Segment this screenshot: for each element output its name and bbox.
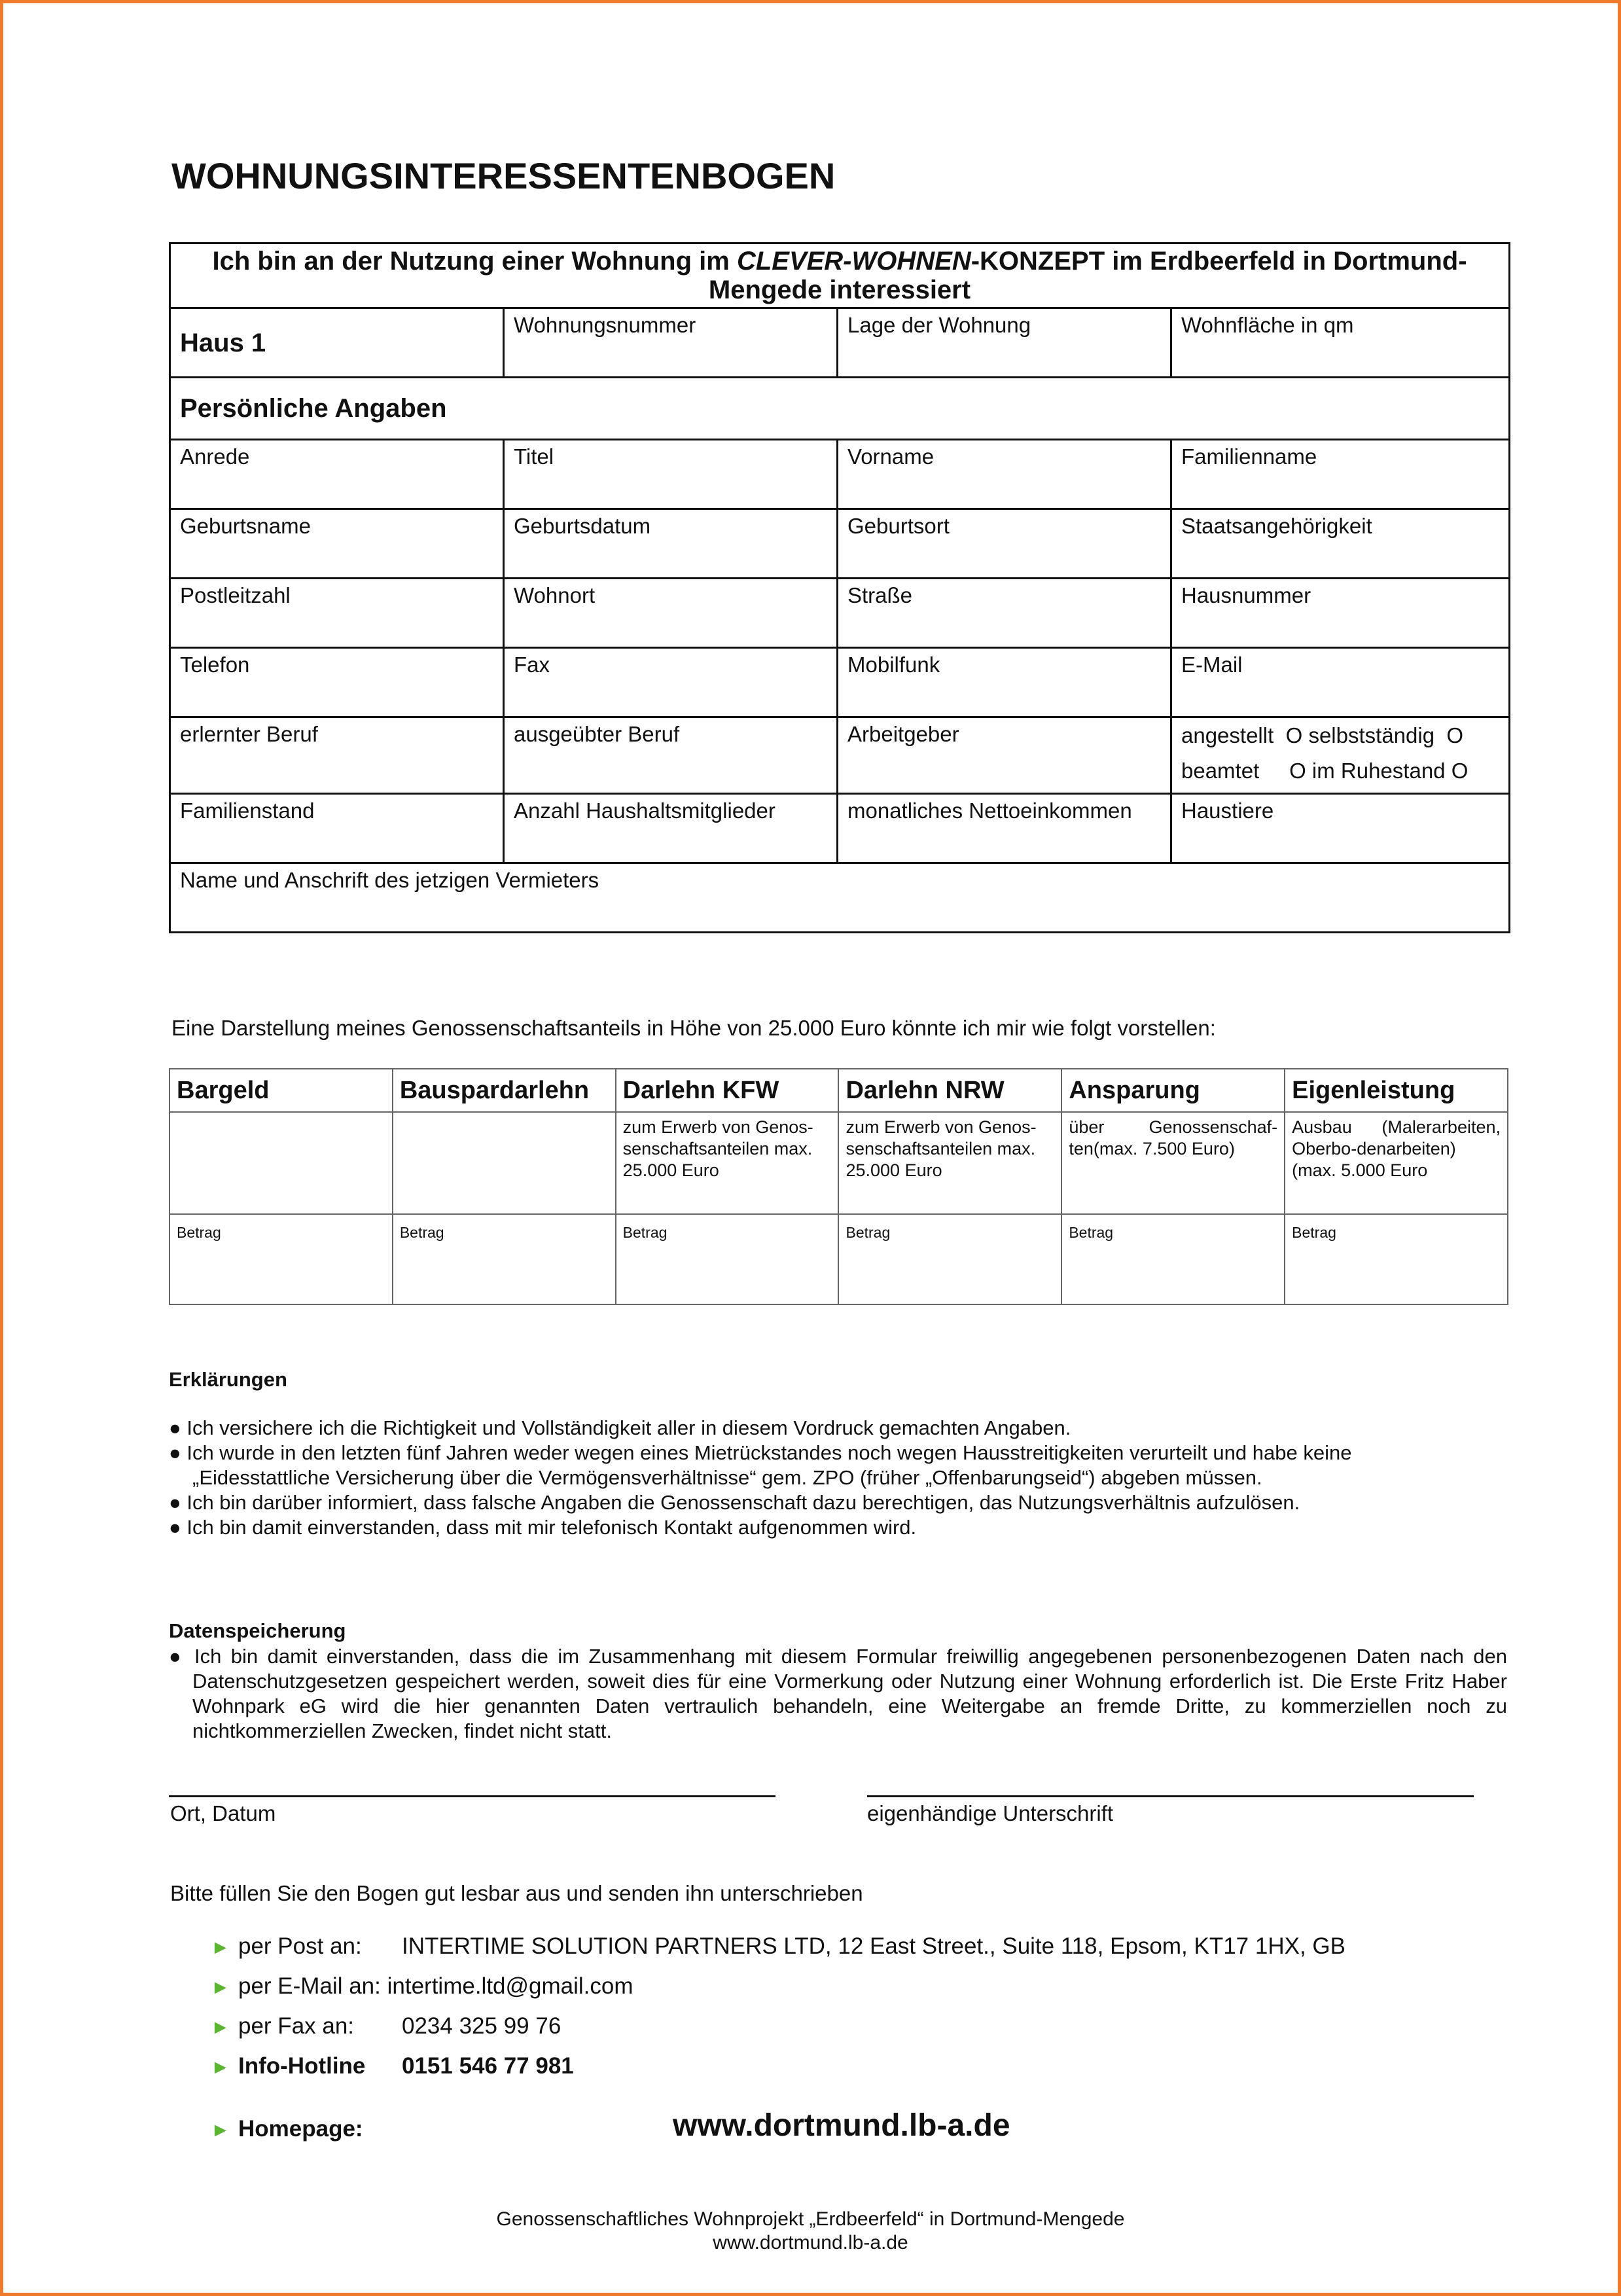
field-house-number[interactable]: Hausnummer	[1171, 579, 1510, 648]
arrow-right-icon: ►	[211, 2119, 230, 2141]
fin-amount-building-loan[interactable]: Betrag	[393, 1214, 616, 1304]
contact-fax	[211, 2013, 561, 2039]
declaration-item: ● Ich bin darüber informiert, dass falsche Angaben die Genossenschaft dazu berechtigen, das Nutzungsverhältnis aufzulösen.	[169, 1491, 1300, 1514]
arrow-right-icon: ►	[211, 2056, 230, 2078]
field-employer[interactable]: Arbeitgeber	[838, 717, 1171, 794]
fin-header-nrw-loan: Darlehn NRW	[838, 1069, 1061, 1112]
field-first-name[interactable]: Vorname	[838, 440, 1171, 509]
field-postal-code[interactable]: Postleitzahl	[170, 579, 504, 648]
declarations-heading: Erklärungen	[169, 1368, 287, 1391]
field-apartment-location[interactable]: Lage der Wohnung	[838, 308, 1171, 378]
contact-post	[211, 1933, 1345, 1960]
contact-fax-value: 0234 325 99 76	[402, 2013, 561, 2039]
footer-project-name: Genossenschaftliches Wohnprojekt „Erdbeerfeld“ in Dortmund-Mengede	[496, 2208, 1125, 2230]
signature-line[interactable]	[867, 1795, 1474, 1797]
declaration-item: ● Ich wurde in den letzten fünf Jahren weder wegen eines Mietrückstandes noch wegen Hausstreitigkeiten verurteilt und habe keine	[169, 1441, 1352, 1464]
contact-hotline-label: Info-Hotline	[238, 2053, 366, 2079]
field-last-name[interactable]: Familienname	[1171, 440, 1510, 509]
contact-email-value[interactable]: intertime.ltd@gmail.com	[387, 1973, 633, 1999]
fin-amount-nrw-loan[interactable]: Betrag	[838, 1214, 1061, 1304]
fin-detail-nrw-loan: zum Erwerb von Genos-senschaftsanteilen max. 25.000 Euro	[838, 1112, 1061, 1214]
contact-homepage-label: Homepage:	[238, 2116, 363, 2142]
data-storage-text: ● Ich bin damit einverstanden, dass die im Zusammenhang mit diesem Formular freiwillig angegebenen personenbezogenen Daten nach den Datenschutzgesetzen gespeichert werden, soweit dies für eine Vormerkung oder Nutzung einer Wohnung erforderlich ist. Die Erste Fritz Haber Wohnpark eG wird die hier genannten Daten vertraulich behandeln, eine Weitergabe an fremde Dritte, zu kommerziellen noch zu nichtkommerziellen Zwecken, findet nicht statt.	[169, 1645, 1507, 1742]
data-storage-section	[169, 1619, 1507, 1744]
declaration-item: ● Ich versichere ich die Richtigkeit und Vollständigkeit aller in diesem Vordruck gemachten Angaben.	[169, 1416, 1071, 1439]
fin-amount-kfw-loan[interactable]: Betrag	[616, 1214, 839, 1304]
fin-header-own-work: Eigenleistung	[1285, 1069, 1508, 1112]
field-birth-place[interactable]: Geburtsort	[838, 509, 1171, 579]
contact-post-label: per Post an:	[238, 1933, 362, 1959]
fin-amount-savings[interactable]: Betrag	[1061, 1214, 1285, 1304]
field-net-income[interactable]: monatliches Nettoeinkommen	[838, 794, 1171, 863]
fin-detail-kfw-loan: zum Erwerb von Genos-senschaftsanteilen max. 25.000 Euro	[616, 1112, 839, 1214]
field-marital-status[interactable]: Familienstand	[170, 794, 504, 863]
fin-detail-own-work: Ausbau (Malerarbeiten, Oberbo-denarbeiten) (max. 5.000 Euro	[1285, 1112, 1508, 1214]
contact-email	[211, 1973, 633, 2000]
field-household-members[interactable]: Anzahl Haushaltsmitglieder	[504, 794, 838, 863]
fin-amount-cash[interactable]: Betrag	[169, 1214, 393, 1304]
form-title: WOHNUNGSINTERESSENTENBOGEN	[171, 155, 836, 196]
field-fax[interactable]: Fax	[504, 648, 838, 717]
contact-homepage	[211, 2116, 363, 2142]
field-salutation[interactable]: Anrede	[170, 440, 504, 509]
fin-header-cash: Bargeld	[169, 1069, 393, 1112]
contact-post-value: INTERTIME SOLUTION PARTNERS LTD, 12 East Street., Suite 118, Epsom, KT17 1HX, GB	[402, 1933, 1345, 1959]
employment-options-line-2[interactable]: beamtet O im Ruhestand O	[1181, 759, 1469, 783]
arrow-right-icon: ►	[211, 1937, 230, 1958]
field-current-landlord[interactable]: Name und Anschrift des jetzigen Vermieters	[170, 863, 1510, 933]
place-date-label: Ort, Datum	[170, 1801, 276, 1825]
fin-detail-savings: über Genossenschaf-ten(max. 7.500 Euro)	[1061, 1112, 1285, 1214]
field-current-profession[interactable]: ausgeübter Beruf	[504, 717, 838, 794]
field-phone[interactable]: Telefon	[170, 648, 504, 717]
field-email[interactable]: E-Mail	[1171, 648, 1510, 717]
employment-options-line-1[interactable]: angestellt O selbstständig O	[1181, 723, 1464, 747]
field-apartment-number[interactable]: Wohnungsnummer	[504, 308, 838, 378]
declarations-list	[169, 1416, 1510, 1540]
place-date-line[interactable]	[169, 1795, 775, 1797]
contact-email-label: per E-Mail an:	[238, 1973, 381, 1999]
declaration-item: ● Ich bin damit einverstanden, dass mit mir telefonisch Kontakt aufgenommen wird.	[169, 1516, 917, 1539]
field-nationality[interactable]: Staatsangehörigkeit	[1171, 509, 1510, 579]
financing-table	[169, 1068, 1508, 1305]
contact-fax-label: per Fax an:	[238, 2013, 355, 2039]
field-pets[interactable]: Haustiere	[1171, 794, 1510, 863]
personal-data-table	[169, 242, 1510, 933]
field-living-area[interactable]: Wohnfläche in qm	[1171, 308, 1510, 378]
field-mobile[interactable]: Mobilfunk	[838, 648, 1171, 717]
arrow-right-icon: ►	[211, 1977, 230, 1998]
fin-header-savings: Ansparung	[1061, 1069, 1285, 1112]
contact-hotline-value: 0151 546 77 981	[402, 2053, 574, 2079]
field-street[interactable]: Straße	[838, 579, 1171, 648]
data-storage-heading: Datenspeicherung	[169, 1619, 346, 1642]
arrow-right-icon: ►	[211, 2017, 230, 2038]
field-birth-date[interactable]: Geburtsdatum	[504, 509, 838, 579]
interest-statement: Ich bin an der Nutzung einer Wohnung im CLEVER-WOHNEN-KONZEPT im Erdbeerfeld in Dortmund-Mengede interessiert	[170, 243, 1510, 308]
signature-label: eigenhändige Unterschrift	[867, 1801, 1114, 1825]
financing-intro: Eine Darstellung meines Genossenschaftsanteils in Höhe von 25.000 Euro könnte ich mir wie folgt vorstellen:	[171, 1016, 1216, 1040]
contact-hotline	[211, 2053, 574, 2079]
declaration-item-continued: „Eidesstattliche Versicherung über die Vermögensverhältnisse“ gem. ZPO (früher „Offenbarungseid“) abgeben müssen.	[192, 1466, 1262, 1489]
field-birth-name[interactable]: Geburtsname	[170, 509, 504, 579]
fin-detail-building-loan	[393, 1112, 616, 1214]
instruction-text: Bitte füllen Sie den Bogen gut lesbar aus und senden ihn unterschrieben	[170, 1881, 863, 1905]
field-city[interactable]: Wohnort	[504, 579, 838, 648]
fin-detail-cash	[169, 1112, 393, 1214]
fin-header-building-loan: Bauspardarlehn	[393, 1069, 616, 1112]
house-label: Haus 1	[170, 308, 504, 378]
footer	[0, 2208, 1621, 2255]
field-learned-profession[interactable]: erlernter Beruf	[170, 717, 504, 794]
section-personal-heading: Persönliche Angaben	[170, 378, 1510, 440]
footer-url[interactable]: www.dortmund.lb-a.de	[713, 2232, 908, 2253]
fin-amount-own-work[interactable]: Betrag	[1285, 1214, 1508, 1304]
employment-status-options[interactable]	[1171, 717, 1510, 794]
field-title[interactable]: Titel	[504, 440, 838, 509]
fin-header-kfw-loan: Darlehn KFW	[616, 1069, 839, 1112]
homepage-link[interactable]: www.dortmund.lb-a.de	[673, 2108, 1010, 2143]
